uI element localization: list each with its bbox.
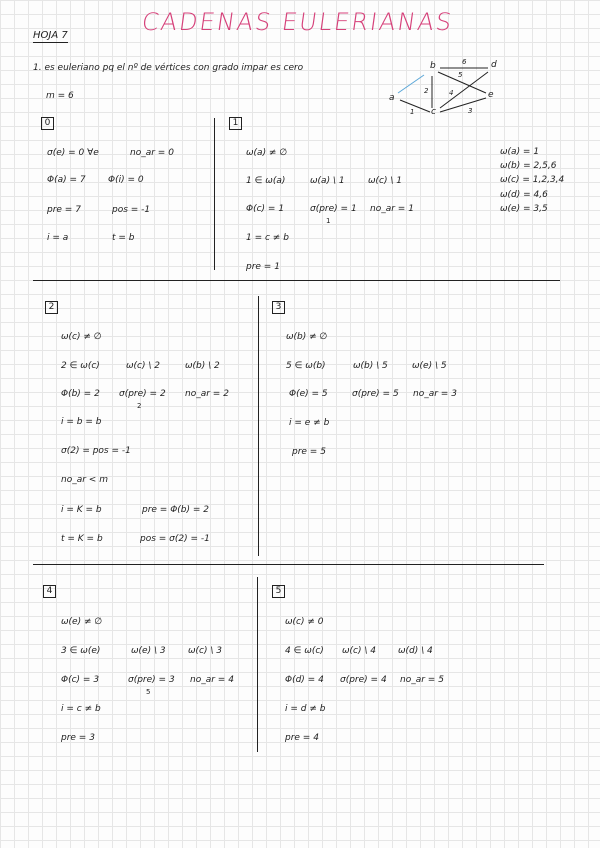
step-2-line: 2 ∈ ω(c) [61, 361, 100, 371]
edge-label-5: 5 [458, 71, 463, 79]
step-2-line: ω(b) \ 2 [185, 361, 220, 371]
step-2-line: i = b = b [61, 417, 102, 427]
edge-count: m = 6 [46, 91, 74, 101]
step-3-line: pre = 5 [292, 447, 326, 457]
step-1-line: pre = 1 [246, 262, 280, 272]
step-3-line: no_ar = 3 [413, 389, 457, 399]
adjacency-d: ω(d) = 4,6 [500, 190, 548, 200]
step-2-line: pre = Φ(b) = 2 [142, 505, 210, 515]
edge-label-1: 1 [410, 108, 415, 116]
adjacency-b: ω(b) = 2,5,6 [500, 161, 557, 171]
edge-label-6: 6 [462, 58, 467, 66]
subscript-mark-3: 5 [146, 688, 151, 696]
vertex-e: e [488, 90, 494, 100]
step-5-line: i = d ≠ b [285, 704, 326, 714]
divider-row-2 [33, 564, 544, 565]
vertex-b: b [430, 61, 436, 71]
step-5-line: ω(c) ≠ 0 [285, 617, 324, 627]
step-0-line: σ(e) = 0 ∀e [47, 148, 99, 158]
page-title: CADENAS EULERIANAS [140, 8, 456, 36]
graph-edge-cd [440, 72, 488, 108]
step-5-line: σ(pre) = 4 [340, 675, 387, 685]
step-3-line: 5 ∈ ω(b) [286, 361, 326, 371]
edge-label-2: 2 [424, 87, 429, 95]
step-4-line: Φ(c) = 3 [61, 675, 100, 685]
step-4-label: 4 [43, 585, 56, 598]
step-5-line: ω(d) \ 4 [398, 646, 433, 656]
step-1-line: σ(pre) = 1 [310, 204, 357, 214]
vertex-a: a [389, 93, 395, 103]
step-5-line: ω(c) \ 4 [342, 646, 376, 656]
step-4-line: i = c ≠ b [61, 704, 101, 714]
step-1-line: Φ(c) = 1 [246, 204, 285, 214]
step-5-label: 5 [272, 585, 285, 598]
step-2-line: Φ(b) = 2 [61, 389, 100, 399]
step-4-line: no_ar = 4 [190, 675, 234, 685]
step-0-line: pre = 7 [47, 205, 81, 215]
vertex-d: d [491, 60, 497, 70]
step-4-line: 3 ∈ ω(e) [61, 646, 101, 656]
step-2-line: pos = σ(2) = -1 [140, 534, 210, 544]
step-3-line: Φ(e) = 5 [289, 389, 328, 399]
step-3-line: i = e ≠ b [289, 418, 330, 428]
vertex-c: c [431, 107, 436, 117]
divider-0-1 [214, 118, 215, 270]
step-0-line: Φ(a) = 7 [47, 175, 86, 185]
adjacency-c: ω(c) = 1,2,3,4 [500, 175, 565, 185]
step-1-line: 1 = c ≠ b [246, 233, 289, 243]
step-5-line: Φ(d) = 4 [285, 675, 324, 685]
step-0-line: t = b [112, 233, 135, 243]
step-3-line: ω(e) \ 5 [412, 361, 447, 371]
step-4-line: ω(c) \ 3 [188, 646, 222, 656]
graph-edge-ab [398, 75, 424, 93]
step-2-line: ω(c) ≠ ∅ [61, 332, 102, 342]
edge-label-4: 4 [449, 89, 454, 97]
step-1-line: ω(c) \ 1 [368, 176, 402, 186]
step-0-line: no_ar = 0 [130, 148, 174, 158]
adjacency-e: ω(e) = 3,5 [500, 204, 548, 214]
step-4-line: pre = 3 [61, 733, 95, 743]
graph-edge-ac [400, 100, 430, 112]
step-2-line: σ(2) = pos = -1 [61, 446, 131, 456]
step-5-line: 4 ∈ ω(c) [285, 646, 324, 656]
subscript-mark-1: 1 [326, 217, 331, 225]
edge-label-3: 3 [468, 107, 473, 115]
step-0-line: pos = -1 [112, 205, 151, 215]
step-2-line: no_ar < m [61, 475, 108, 485]
step-3-label: 3 [272, 301, 285, 314]
step-1-line: ω(a) ≠ ∅ [246, 148, 288, 158]
step-2-line: ω(c) \ 2 [126, 361, 160, 371]
step-3-line: σ(pre) = 5 [352, 389, 399, 399]
step-2-line: i = K = b [61, 505, 102, 515]
step-1-line: 1 ∈ ω(a) [246, 176, 286, 186]
graph-edge-ce [440, 98, 486, 112]
step-2-line: t = K = b [61, 534, 103, 544]
step-4-line: ω(e) \ 3 [131, 646, 166, 656]
step-2-line: σ(pre) = 2 [119, 389, 166, 399]
step-3-line: ω(b) \ 5 [353, 361, 388, 371]
step-4-line: ω(e) ≠ ∅ [61, 617, 103, 627]
step-1-line: ω(a) \ 1 [310, 176, 345, 186]
divider-4-5 [257, 577, 258, 752]
divider-row-1 [33, 280, 560, 281]
subscript-mark-2: 2 [137, 402, 142, 410]
step-1-line: no_ar = 1 [370, 204, 414, 214]
adjacency-a: ω(a) = 1 [500, 147, 540, 157]
step-3-line: ω(b) ≠ ∅ [286, 332, 328, 342]
step-0-line: i = a [47, 233, 69, 243]
problem-statement: 1. es euleriano pq el nº de vértices con grado impar es cero [33, 63, 304, 73]
step-1-label: 1 [229, 117, 242, 130]
step-0-line: Φ(i) = 0 [108, 175, 144, 185]
step-0-label: 0 [41, 117, 54, 130]
step-5-line: no_ar = 5 [400, 675, 444, 685]
step-5-line: pre = 4 [285, 733, 319, 743]
divider-2-3 [258, 296, 259, 556]
step-2-label: 2 [45, 301, 58, 314]
step-2-line: no_ar = 2 [185, 389, 229, 399]
sheet-label: HOJA 7 [33, 30, 68, 41]
step-4-line: σ(pre) = 3 [128, 675, 175, 685]
